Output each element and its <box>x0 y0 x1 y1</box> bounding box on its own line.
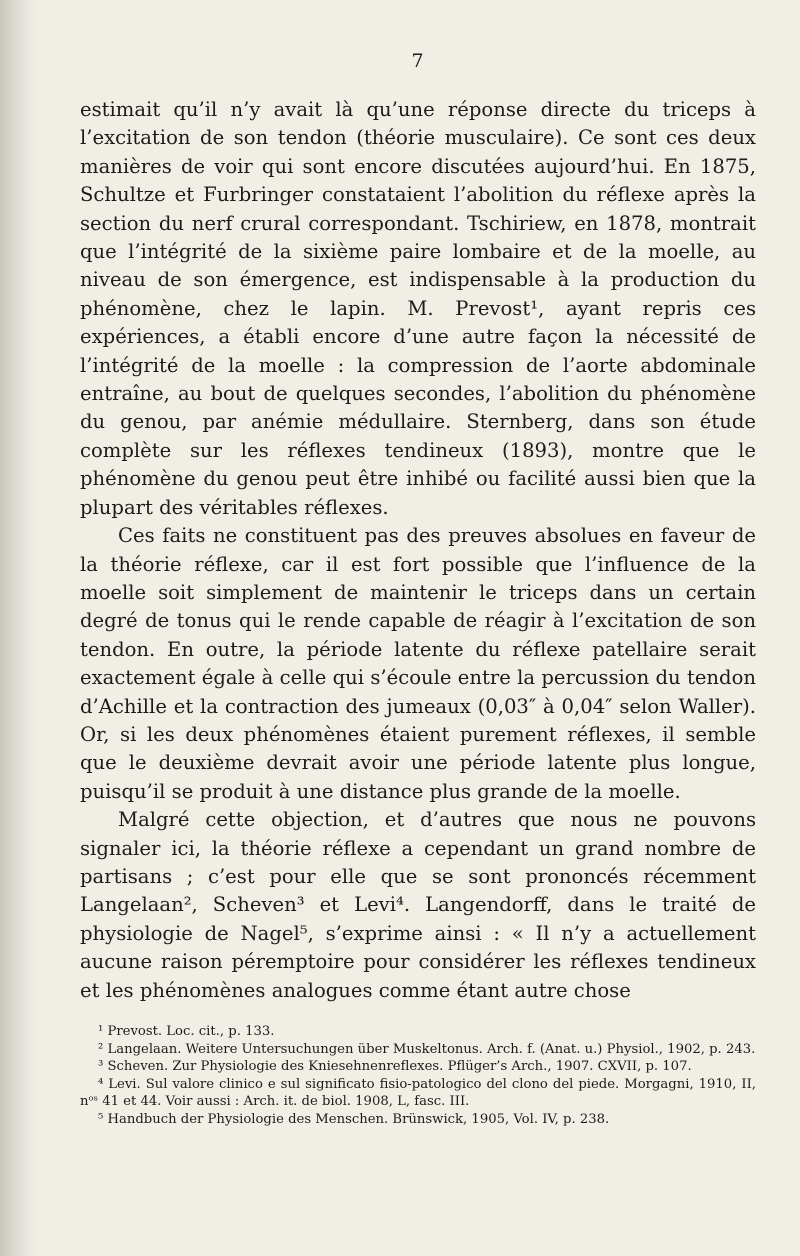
footnote: ³ Scheven. Zur Physiologie des Kniesehnenreflexes. Pflüger’s Arch., 1907. CXVII, p. 107. <box>98 1059 692 1075</box>
footnotes <box>80 1023 756 1129</box>
paragraph: Malgré cette objection, et d’autres que nous ne pouvons signaler ici, la théorie réflexe a cependant un grand nombre de partisans ; c’est pour elle que se sont prononcés récemment Langelaan², Scheven³ et Levi⁴. Langendorff, dans le traité de physiologie de Nagel⁵, s’exprime ainsi : « Il n’y a actuellement aucune raison péremptoire pour considérer les réflexes tendineux et les phénomènes analogues comme étant autre chose <box>80 808 756 1002</box>
footnote: ⁵ Handbuch der Physiologie des Menschen. Brünswick, 1905, Vol. IV, p. 238. <box>98 1111 610 1127</box>
footnote: ² Langelaan. Weitere Untersuchungen über Muskeltonus. Arch. f. (Anat. u.) Physiol., 1902, p. 243. <box>98 1041 756 1057</box>
page-edge-shadow <box>0 0 38 1256</box>
page-number: 7 <box>411 50 425 72</box>
footnote: ¹ Prevost. Loc. cit., p. 133. <box>98 1024 275 1039</box>
footnote: ⁴ Levi. Sul valore clinico e sul significato fisio-patologico del clono del piede. Morgagni, 1910, II, nᵒˢ 41 et 44. Voir aussi : Arch. it. de biol. 1908, L, fasc. III. <box>80 1076 756 1110</box>
body-text <box>80 96 756 1005</box>
paragraph: Ces faits ne constituent pas des preuves absolues en faveur de la théorie réflexe, car il est fort possible que l’influence de la moelle soit simplement de maintenir le triceps dans un certain degré de tonus qui le rende capable de réagir à l’excitation de son tendon. En outre, la période latente du réflexe patellaire serait exactement égale à celle qui s’écoule entre la percussion du tendon d’Achille et la contraction des jumeaux (0,03″ à 0,04″ selon Waller). Or, si les deux phénomènes étaient purement réflexes, il semble que le deuxième devrait avoir une période latente plus longue, puisqu’il se produit à une distance plus grande de la moelle. <box>80 524 756 803</box>
document-page <box>80 50 756 1129</box>
paragraph: estimait qu’il n’y avait là qu’une réponse directe du triceps à l’excitation de son tendon (théorie musculaire). Ce sont ces deux manières de voir qui sont encore discutées aujourd’hui. En 1875, Schultze et Furbringer constataient l’abolition du réflexe après la section du nerf crural correspondant. Tschiriew, en 1878, montrait que l’intégrité de la sixième paire lombaire et de la moelle, au niveau de son émergence, est indispensable à la production du phénomène, chez le lapin. M. Prevost¹, ayant repris ces expériences, a établi encore d’une autre façon la nécessité de l’intégrité de la moelle : la compression de l’aorte abdominale entraîne, au bout de quelques secondes, l’abolition du phénomène du genou, par anémie médullaire. Sternberg, dans son étude complète sur les réflexes tendineux (1893), montre que le phénomène du genou peut être inhibé ou facilité aussi bien que la plupart des véritables réflexes. <box>80 98 756 519</box>
